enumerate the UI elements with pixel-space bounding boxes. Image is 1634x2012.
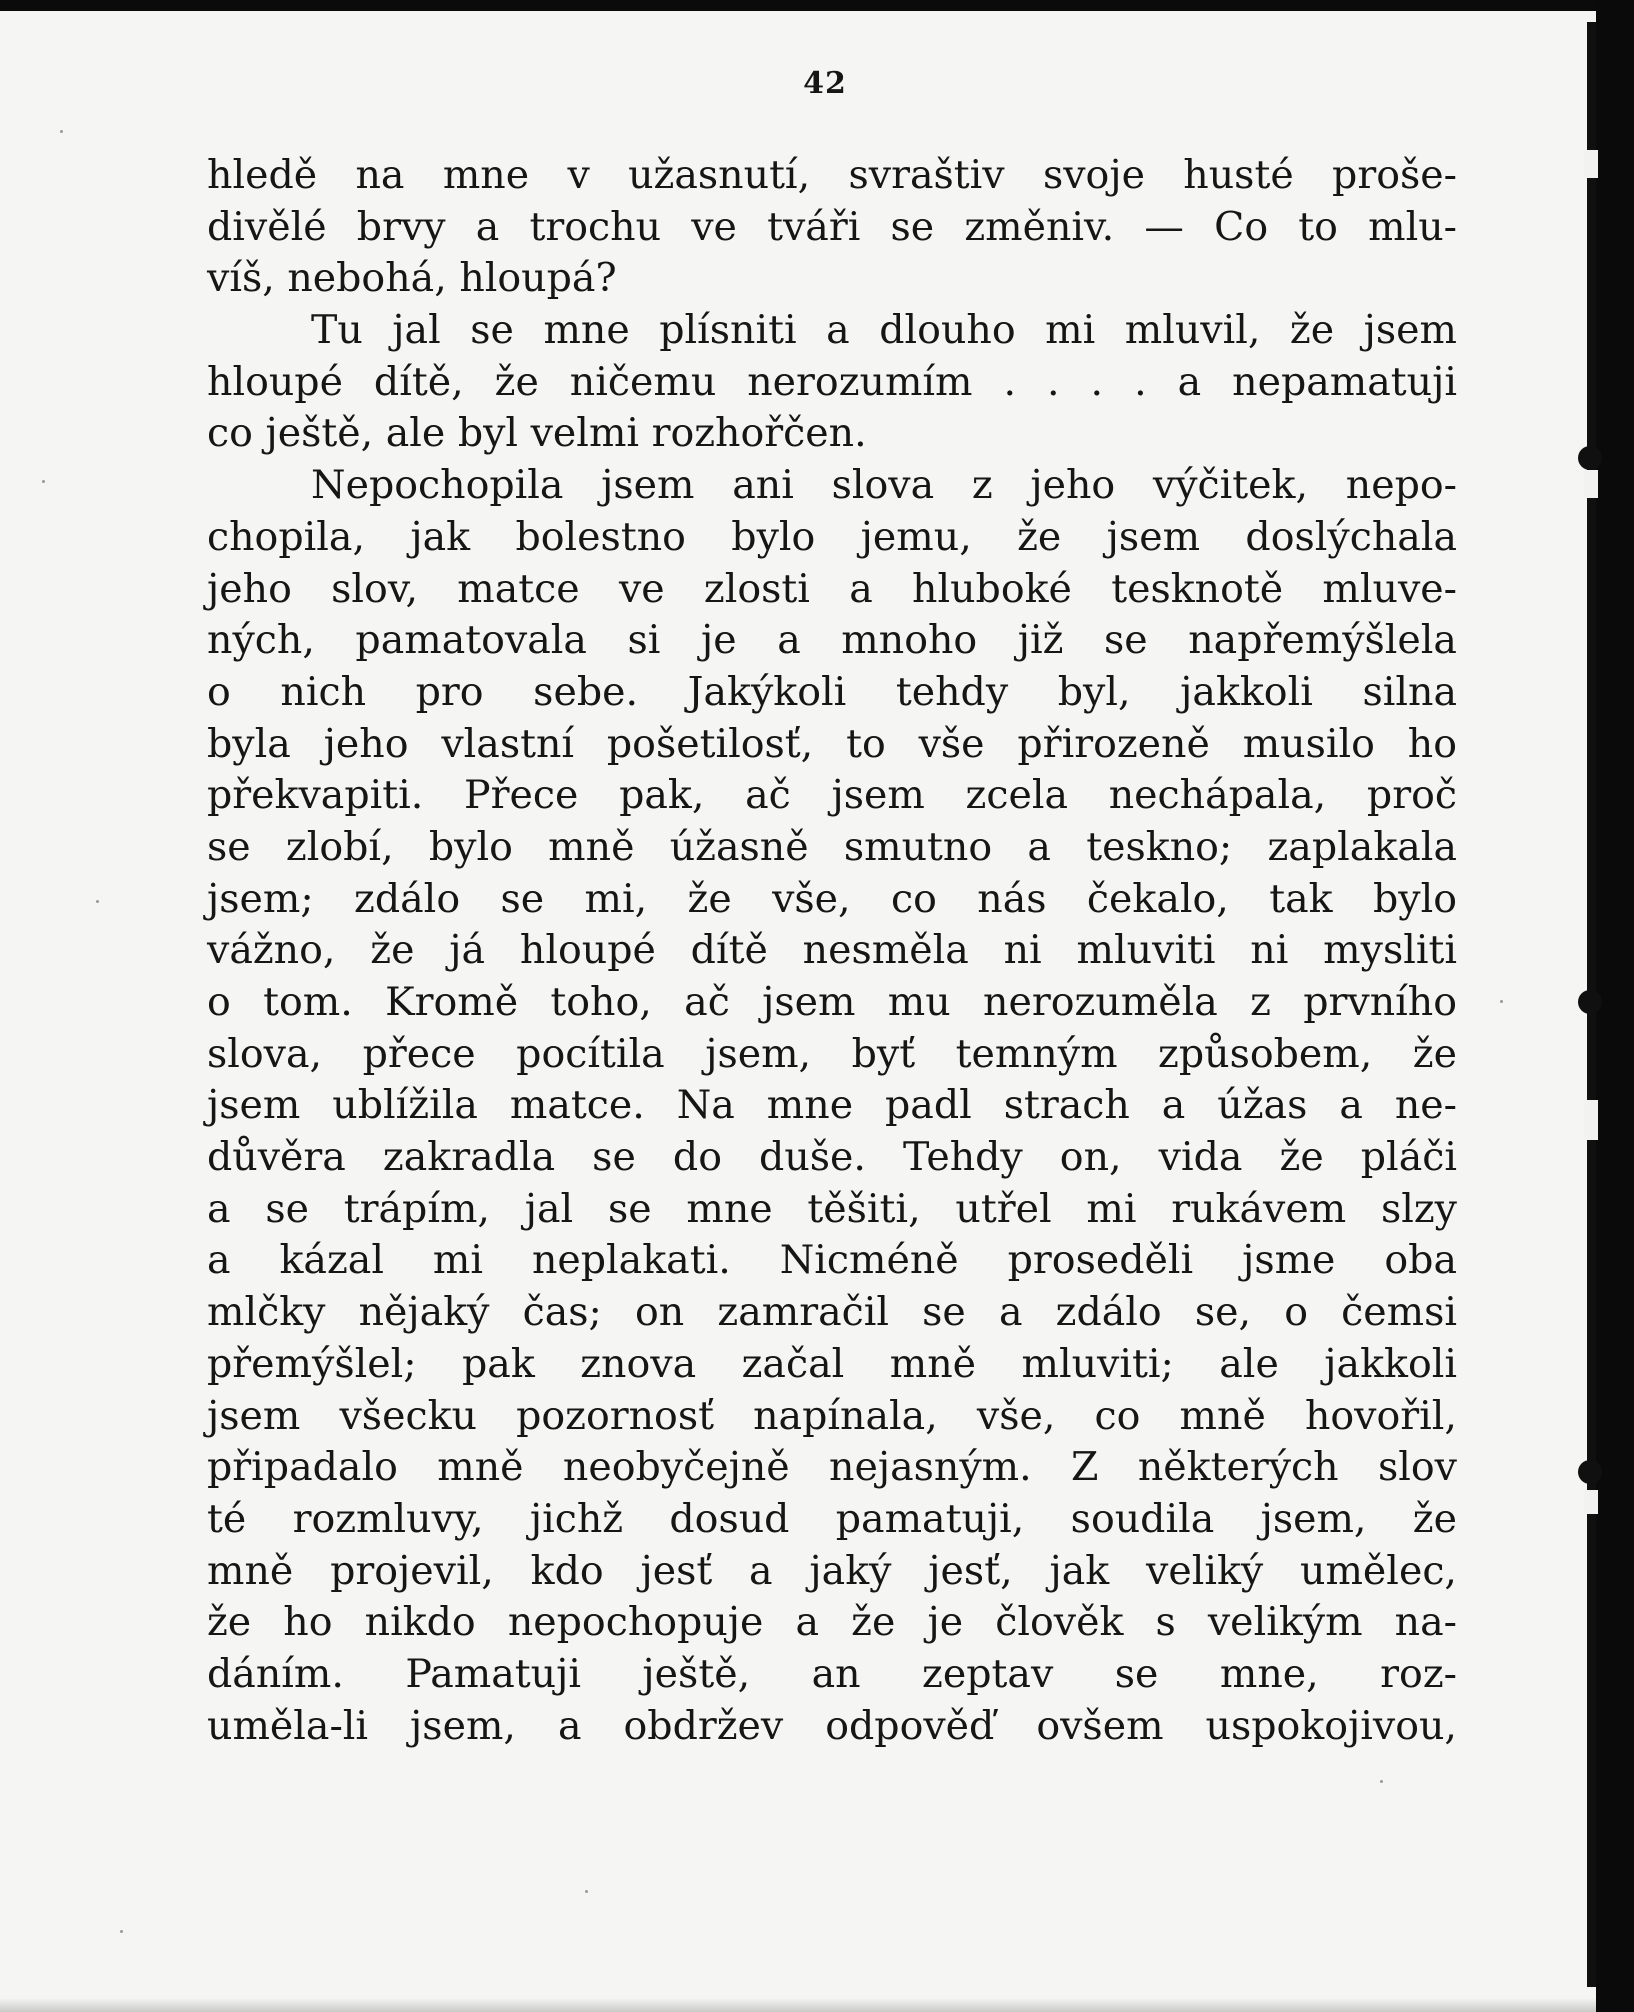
gutter-gap bbox=[1584, 470, 1598, 498]
paper-speck bbox=[96, 900, 99, 903]
text-line: jsem všecku pozornosť napínala, vše, co mně hovořil, bbox=[207, 1392, 1457, 1439]
paper-speck bbox=[1500, 1000, 1503, 1003]
scan-bottom-shadow bbox=[0, 1998, 1596, 2012]
binding-thread-mark bbox=[1578, 1460, 1602, 1484]
paragraph bbox=[207, 305, 1457, 460]
text-line: o nich pro sebe. Jakýkoli tehdy byl, jakkoli silna bbox=[207, 668, 1457, 715]
text-line: jsem ublížila matce. Na mne padl strach a úžas a ne- bbox=[207, 1082, 1457, 1129]
text-line: překvapiti. Přece pak, ač jsem zcela nechápala, proč bbox=[207, 772, 1457, 819]
text-line: vážno, že já hloupé dítě nesměla ni mluviti ni mysliti bbox=[207, 927, 1457, 974]
paragraph bbox=[207, 150, 1457, 305]
text-line: byla jeho vlastní pošetilosť, to vše přirozeně musilo ho bbox=[207, 720, 1457, 767]
paper-speck bbox=[120, 1930, 123, 1933]
text-line: se zlobí, bylo mně úžasně smutno a teskno; zaplakala bbox=[207, 823, 1457, 870]
text-line: Nepochopila jsem ani slova z jeho výčitek, nepo- bbox=[311, 462, 1457, 509]
text-line: co ještě, ale byl velmi rozhořčen. bbox=[207, 410, 867, 457]
text-line: jeho slov, matce ve zlosti a hluboké tesknotě mluve- bbox=[207, 565, 1457, 612]
text-line: uměla-li jsem, a obdržev odpověď ovšem uspokojivou, bbox=[207, 1702, 1457, 1749]
text-line: ných, pamatovala si je a mnoho již se napřemýšlela bbox=[207, 617, 1457, 664]
text-line: jsem; zdálo se mi, že vše, co nás čekalo, tak bylo bbox=[207, 875, 1457, 922]
binding-thread-mark bbox=[1578, 446, 1602, 470]
text-line: že ho nikdo nepochopuje a že je člověk s velikým na- bbox=[207, 1599, 1457, 1646]
scan-right-border bbox=[1596, 0, 1634, 2012]
text-line: o tom. Kromě toho, ač jsem mu nerozuměla z prvního bbox=[207, 979, 1457, 1025]
text-line: chopila, jak bolestno bylo jemu, že jsem doslýchala bbox=[207, 513, 1457, 560]
text-line: hloupé dítě, že ničemu nerozumím . . . . a nepamatuji bbox=[207, 358, 1457, 405]
body-text bbox=[207, 150, 1457, 1752]
gutter-gap bbox=[1584, 1490, 1598, 1514]
binding-thread-mark bbox=[1578, 990, 1602, 1014]
paper-speck bbox=[42, 480, 45, 483]
text-line: slova, přece pocítila jsem, byť temným způsobem, že bbox=[207, 1030, 1457, 1077]
text-line: Tu jal se mne plísniti a dlouho mi mluvil, že jsem bbox=[311, 307, 1457, 354]
text-line: připadalo mně neobyčejně nejasným. Z některých slov bbox=[207, 1444, 1457, 1491]
text-line: a kázal mi neplakati. Nicméně proseděli jsme oba bbox=[207, 1237, 1457, 1284]
paper-speck bbox=[1380, 1780, 1383, 1783]
text-line: přemýšlel; pak znova začal mně mluviti; ale jakkoli bbox=[207, 1340, 1457, 1387]
text-line: víš, nebohá, hloupá? bbox=[207, 255, 617, 302]
paragraph bbox=[207, 460, 1457, 1752]
text-line: důvěra zakradla se do duše. Tehdy on, vida že pláči bbox=[207, 1134, 1457, 1181]
text-line: mně projevil, kdo jesť a jaký jesť, jak veliký umělec, bbox=[207, 1547, 1457, 1594]
text-line: divělé brvy a trochu ve tváři se změniv. — Co to mlu- bbox=[207, 203, 1457, 250]
paper-speck bbox=[585, 1890, 588, 1893]
text-line: dáním. Pamatuji ještě, an zeptav se mne, roz- bbox=[207, 1650, 1457, 1697]
gutter-gap bbox=[1584, 1100, 1598, 1140]
text-line: a se trápím, jal se mne těšiti, utřel mi rukávem slzy bbox=[207, 1185, 1457, 1232]
text-line: hledě na mne v užasnutí, svraštiv svoje husté proše- bbox=[207, 152, 1457, 198]
scan-top-border bbox=[0, 0, 1634, 11]
text-line: mlčky nějaký čas; on zamračil se a zdálo se, o čemsi bbox=[207, 1289, 1457, 1336]
paper-speck bbox=[60, 130, 63, 133]
page-number: 42 bbox=[803, 66, 847, 101]
text-line: té rozmluvy, jichž dosud pamatuji, soudila jsem, že bbox=[207, 1495, 1457, 1542]
gutter-gap bbox=[1584, 150, 1598, 178]
